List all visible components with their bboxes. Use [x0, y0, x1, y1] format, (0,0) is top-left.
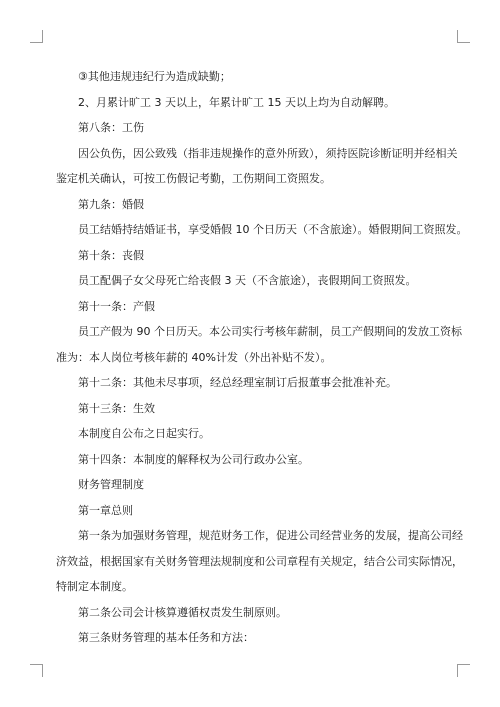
- text-line: 员工产假为 90 个日历天。本公司实行考核年薪制，员工产假期间的发放工资标: [78, 325, 462, 338]
- section-heading: 第九条：婚假: [78, 197, 144, 211]
- text-line: 鉴定机关确认，可按工伤假记考勤，工伤期间工资照发。: [56, 172, 331, 185]
- document-body: [56, 64, 468, 651]
- text-line: 本制度自公布之日起实行。: [78, 427, 210, 440]
- crop-mark-bottom-right: [457, 664, 470, 677]
- text-line: 员工配偶子女父母死亡给丧假 3 天（不含旅途），丧假期间工资照发。: [78, 274, 417, 287]
- text-line: 济效益，根据国家有关财务管理法规制度和公司章程有关规定，结合公司实际情况，: [56, 554, 463, 568]
- section-heading: 第十条：丧假: [78, 248, 144, 262]
- text-line: 员工结婚持结婚证书，享受婚假 10 个日历天（不含旅途）。婚假期间工资照发。: [78, 223, 468, 236]
- text-line: 第十四条：本制度的解释权为公司行政办公室。: [78, 452, 309, 466]
- chapter-heading: 第一章总则: [78, 503, 133, 517]
- text-line: 准为：本人岗位考核年薪的 40%计发（外出补贴不发）。: [56, 350, 332, 364]
- section-heading: 第八条：工伤: [78, 121, 144, 134]
- crop-mark-top-right: [457, 30, 470, 43]
- text-line: 因公负伤，因公致残（指非违规操作的意外所致），须持医院诊断证明并经相关: [78, 146, 458, 160]
- text-line: 2、月累计旷工 3 天以上，年累计旷工 15 天以上均为自动解聘。: [78, 95, 395, 109]
- crop-mark-bottom-left: [30, 664, 43, 677]
- text-line: 第一条为加强财务管理，规范财务工作，促进公司经营业务的发展，提高公司经: [78, 529, 463, 542]
- text-line: 特制定本制度。: [56, 580, 133, 593]
- crop-mark-top-left: [30, 30, 43, 43]
- text-line: 第十二条：其他未尽事项，经总经理室制订后报董事会批准补充。: [78, 376, 397, 389]
- section-heading: 第十三条：生效: [78, 401, 155, 415]
- text-line: ③其他违规违纪行为造成缺勤；: [78, 70, 231, 83]
- text-line: 第二条公司会计核算遵循权责发生制原则。: [78, 605, 287, 619]
- section-heading: 第十一条：产假: [78, 299, 155, 313]
- document-title: 财务管理制度: [78, 478, 144, 491]
- text-line: 第三条财务管理的基本任务和方法：: [78, 631, 254, 644]
